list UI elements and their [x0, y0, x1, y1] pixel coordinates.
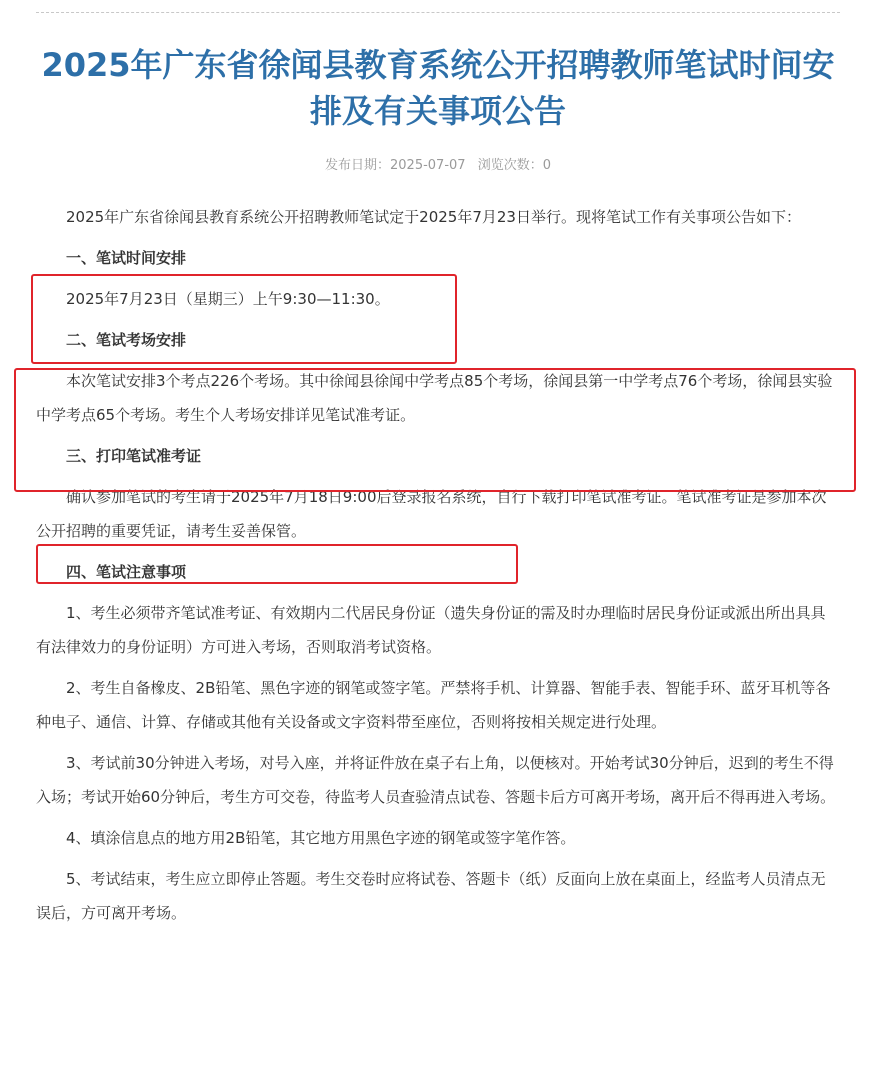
section-body-time: 2025年7月23日（星期三）上午9:30—11:30。: [66, 290, 390, 308]
views-count: 0: [542, 158, 551, 173]
note-item: 1、考生必须带齐笔试准考证、有效期内二代居民身份证（遗失身份证的需及时办理临时居民身份证或派出所出具具有法律效力的身份证明）方可进入考场，否则取消考试资格。: [36, 604, 826, 656]
views-label: 浏览次数：: [477, 158, 543, 173]
section-heading-venue: 二、笔试考场安排: [66, 331, 187, 349]
intro-paragraph: 2025年广东省徐闻县教育系统公开招聘教师笔试定于2025年7月23日举行。现将笔试工作有关事项公告如下：: [66, 208, 801, 226]
section-heading-time: 一、笔试时间安排: [66, 249, 187, 267]
section-body-venue: 本次笔试安排3个考点226个考场。其中徐闻县徐闻中学考点85个考场，徐闻县第一中学考点76个考场，徐闻县实验中学考点65个考场。考生个人考场安排详见笔试准考证。: [36, 372, 833, 424]
article-meta: [0, 154, 876, 173]
top-divider: [36, 12, 840, 13]
article-body: [36, 200, 840, 937]
publish-date: 2025-07-07: [390, 158, 466, 173]
section-heading-admission-ticket: 三、打印笔试准考证: [66, 447, 202, 465]
note-item: 2、考生自备橡皮、2B铅笔、黑色字迹的钢笔或签字笔。严禁将手机、计算器、智能手表、智能手环、蓝牙耳机等各种电子、通信、计算、存储或其他有关设备或文字资料带至座位，否则将按相关规定进行处理。: [36, 679, 831, 731]
section-body-admission-ticket: 确认参加笔试的考生请于2025年7月18日9:00后登录报名系统，自行下载打印笔试准考证。笔试准考证是参加本次公开招聘的重要凭证，请考生妥善保管。: [36, 488, 827, 540]
section-heading-notes: 四、笔试注意事项: [66, 563, 187, 581]
note-item: 3、考试前30分钟进入考场，对号入座，并将证件放在桌子右上角，以便核对。开始考试30分钟后，迟到的考生不得入场；考试开始60分钟后，考生方可交卷，待监考人员查验清点试卷、答题卡后方可离开考场，离开后不得再进入考场。: [36, 754, 836, 806]
note-item: 5、考试结束，考生应立即停止答题。考生交卷时应将试卷、答题卡（纸）反面向上放在桌面上，经监考人员清点无误后，方可离开考场。: [36, 870, 826, 922]
note-item: 4、填涂信息点的地方用2B铅笔，其它地方用黑色字迹的钢笔或签字笔作答。: [66, 829, 576, 847]
page-title: 2025年广东省徐闻县教育系统公开招聘教师笔试时间安排及有关事项公告: [41, 46, 835, 130]
publish-date-label: 发布日期：: [324, 158, 390, 173]
